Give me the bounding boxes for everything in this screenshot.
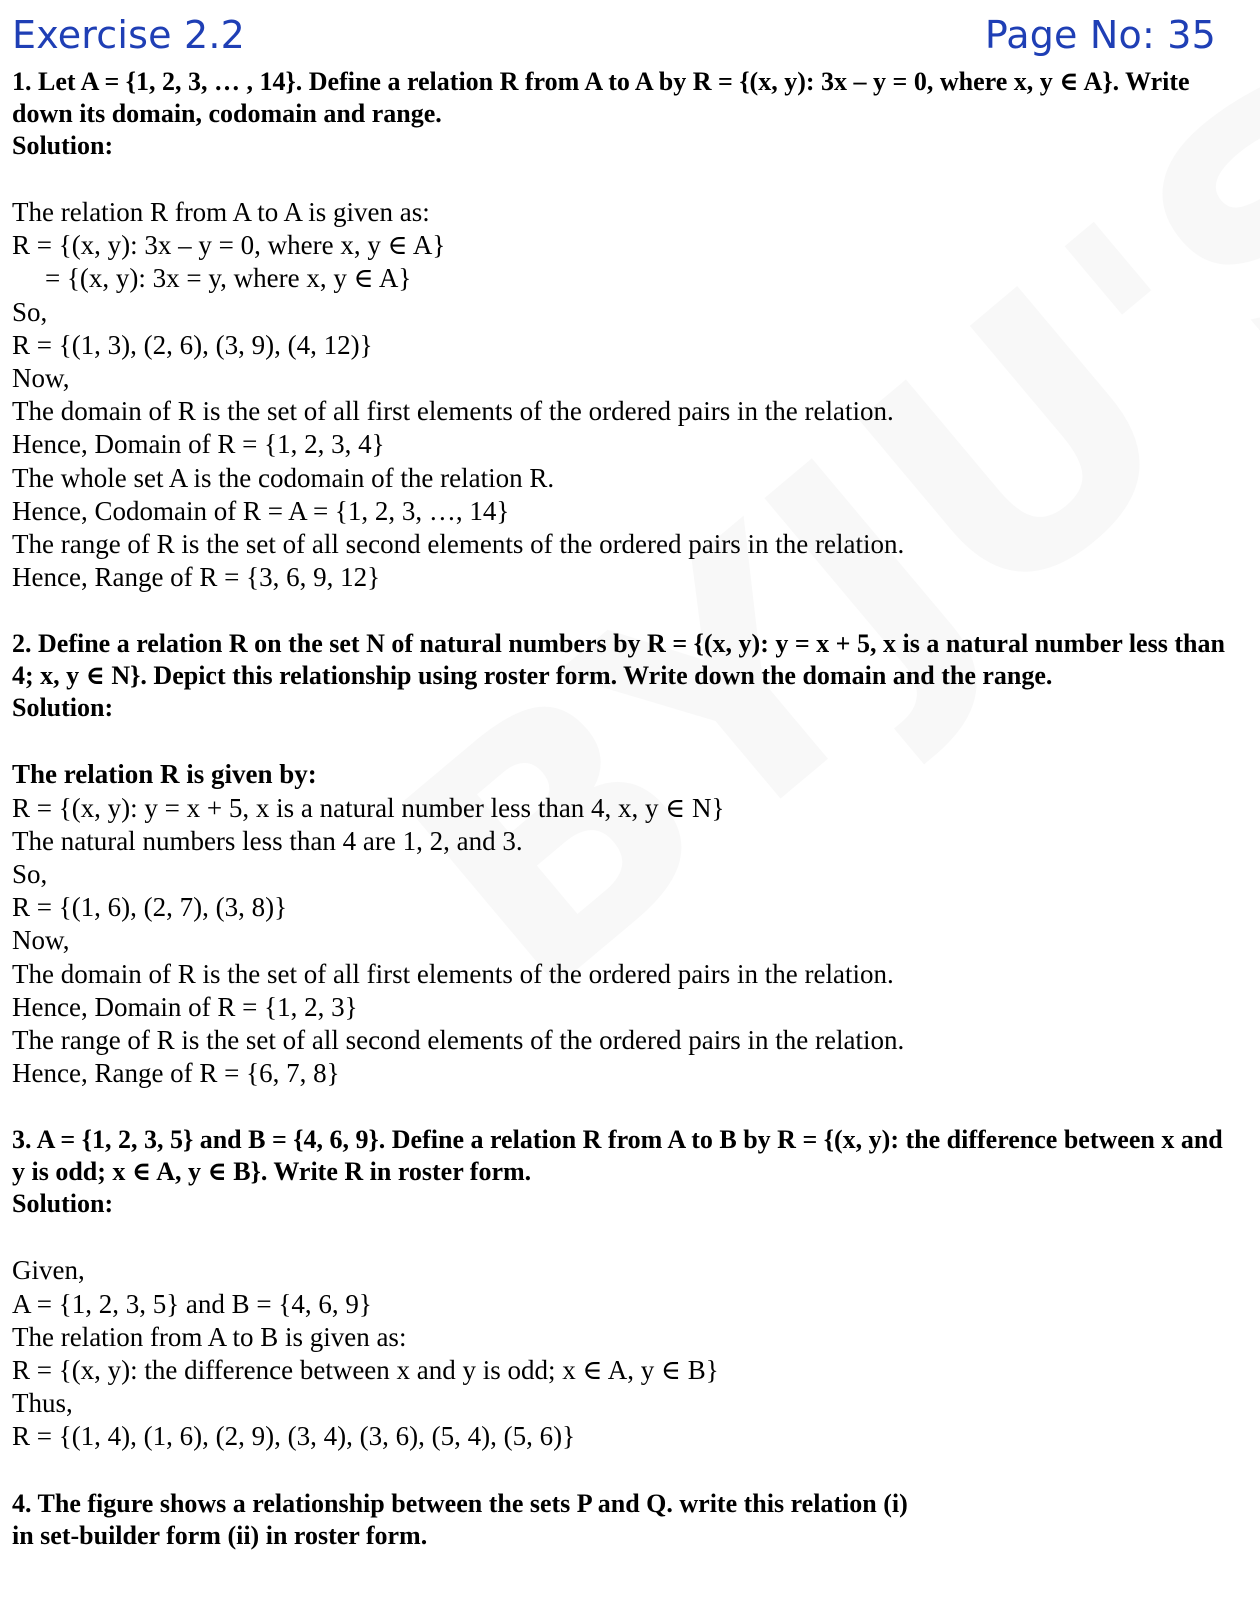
solution-line: Hence, Range of R = {3, 6, 9, 12} (12, 562, 381, 593)
solution-line: = {(x, y): 3x = y, where x, y ∈ A} (45, 263, 412, 294)
solution-line: The natural numbers less than 4 are 1, 2, and 3. (12, 825, 523, 856)
solution-line: The whole set A is the codomain of the relation R. (12, 462, 555, 493)
solution-line: The domain of R is the set of all first elements of the ordered pairs in the relation. (12, 958, 894, 989)
spacer (12, 1454, 1227, 1488)
solution-line: R = {(x, y): y = x + 5, x is a natural number less than 4, x, y ∈ N} (12, 792, 725, 823)
spacer (12, 1090, 1227, 1124)
solution-line: The range of R is the set of all second elements of the ordered pairs in the relation. (12, 529, 905, 560)
document-body (12, 66, 1227, 1552)
solution-line: Thus, (12, 1388, 73, 1419)
solution-line: Now, (12, 363, 70, 394)
solution-line: Now, (12, 925, 70, 956)
solution-line: R = {(x, y): 3x – y = 0, where x, y ∈ A} (12, 230, 446, 261)
solution-line: R = {(1, 6), (2, 7), (3, 8)} (12, 892, 288, 923)
question-1-text: 1. Let A = {1, 2, 3, … , 14}. Define a relation R from A to A by R = {(x, y): 3x – y = 0, where x, y ∈ A}. Write down its domain, codomain and range. (12, 67, 1190, 128)
solution-line: The relation R is given by: (12, 759, 317, 790)
solution-line: The range of R is the set of all second elements of the ordered pairs in the relation. (12, 1025, 905, 1056)
page-header (12, 10, 1216, 60)
solution-line: The relation R from A to A is given as: (12, 197, 430, 227)
question-1 (12, 66, 1227, 594)
solution-line: R = {(x, y): the difference between x and y is odd; x ∈ A, y ∈ B} (12, 1355, 719, 1386)
question-4 (12, 1488, 1227, 1552)
spacer (12, 594, 1227, 628)
solution-line: A = {1, 2, 3, 5} and B = {4, 6, 9} (12, 1288, 372, 1319)
solution-line: The domain of R is the set of all first elements of the ordered pairs in the relation. (12, 396, 894, 427)
solution-line: R = {(1, 3), (2, 6), (3, 9), (4, 12)} (12, 329, 373, 360)
question-3-text: 3. A = {1, 2, 3, 5} and B = {4, 6, 9}. Define a relation R from A to B by R = {(x, y): the difference between x and y is odd; x ∈ A, y ∈ B}. Write R in roster form. (12, 1125, 1223, 1187)
solution-line: Hence, Domain of R = {1, 2, 3, 4} (12, 429, 385, 460)
question-2 (12, 628, 1227, 1090)
solution-line: Given, (12, 1255, 85, 1286)
solution-line: Hence, Domain of R = {1, 2, 3} (12, 991, 358, 1022)
solution-2-label: Solution: (12, 693, 114, 723)
solution-line: So, (12, 296, 48, 327)
exercise-title: Exercise 2.2 (12, 13, 246, 57)
page-number: Page No: 35 (984, 13, 1216, 57)
solution-line: Hence, Range of R = {6, 7, 8} (12, 1058, 340, 1089)
question-2-text: 2. Define a relation R on the set N of natural numbers by R = {(x, y): y = x + 5, x is a natural number less than 4; x, y ∈ N}. Depict this relationship using roster form. Write down the domain and the range. (12, 629, 1225, 691)
solution-line: So, (12, 859, 48, 890)
solution-3-label: Solution: (12, 1189, 114, 1219)
question-4-text: 4. The figure shows a relationship between the sets P and Q. write this relation (i) in set-builder form (ii) in roster form. (12, 1488, 908, 1550)
solution-line: The relation from A to B is given as: (12, 1321, 407, 1352)
question-3 (12, 1124, 1227, 1453)
solution-line: Hence, Codomain of R = A = {1, 2, 3, …, 14} (12, 495, 510, 526)
solution-line: R = {(1, 4), (1, 6), (2, 9), (3, 4), (3, 6), (5, 4), (5, 6)} (12, 1421, 576, 1452)
solution-1-label: Solution: (12, 131, 114, 160)
